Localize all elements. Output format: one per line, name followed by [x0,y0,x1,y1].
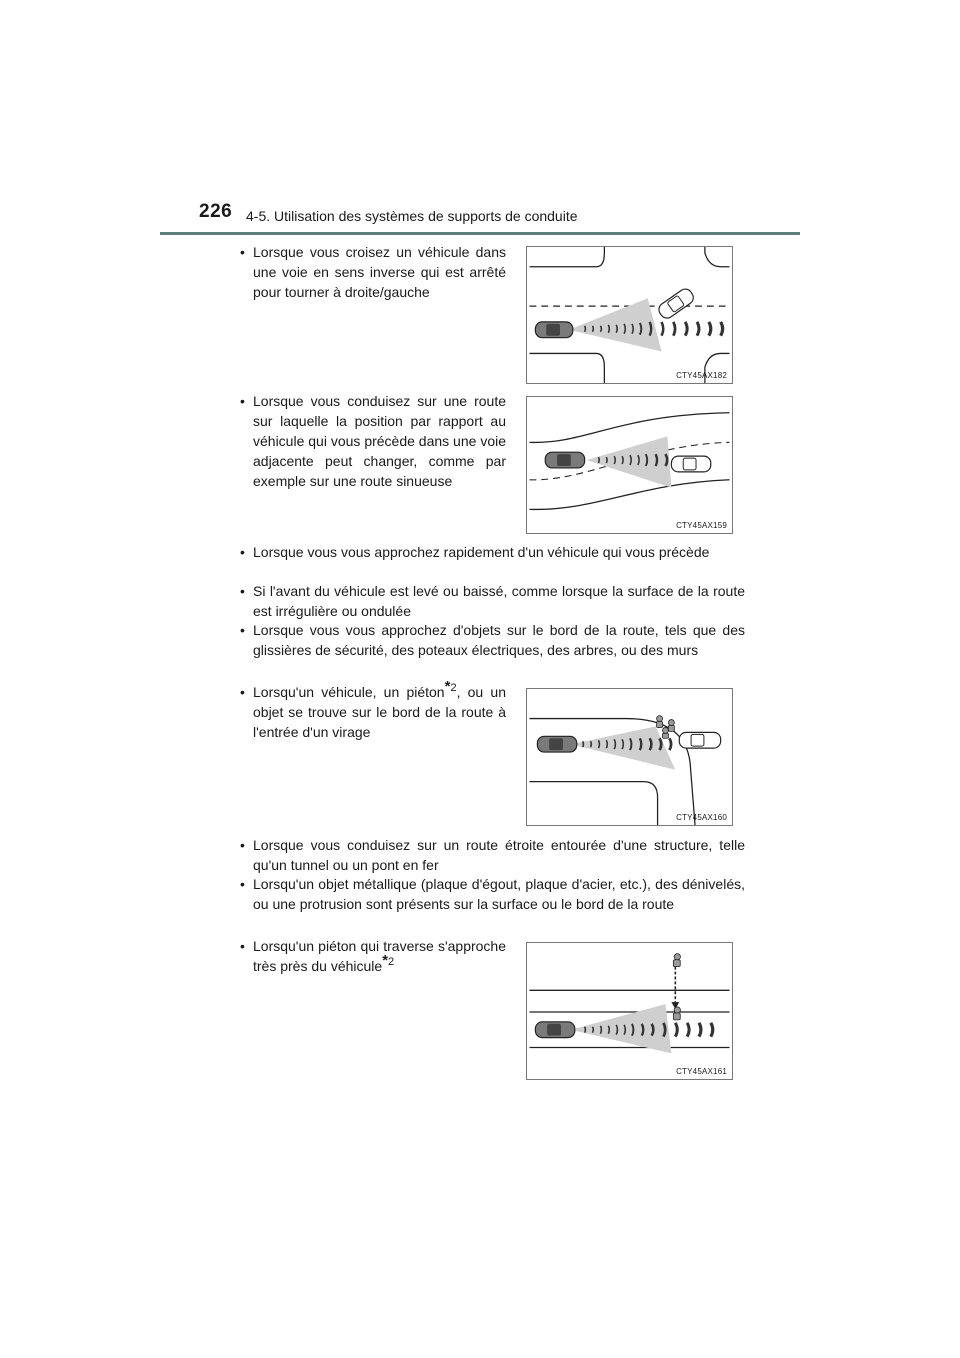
bullet: • [240,583,245,599]
item-text: Lorsque vous croisez un véhicule dans une voie en sens inverse qui est arrêté pour tourner à droite/gauche [253,244,506,300]
item-text: Lorsque vous vous approchez d'objets sur le bord de la route, tels que des glissières de sécurité, des poteaux électriques, des arbres, ou des murs [253,622,745,658]
item-text: Lorsqu'un objet métallique (plaque d'égout, plaque d'acier, etc.), des dénivelés, ou une protrusion sont présents sur la surface ou le bord de la route [253,876,745,912]
figure-code: CTY45AX159 [676,521,727,530]
figure-winding-road [526,396,733,534]
list-item [240,835,745,875]
bullet: • [240,876,245,892]
item-text: Lorsque vous conduisez sur une route sur laquelle la position par rapport au véhicule qui vous précède dans une voie adjacente peut changer, comme par exemple sur une route sinueuse [253,393,506,489]
figure-code: CTY45AX160 [676,813,727,822]
list-item [240,542,745,562]
bullet: • [240,544,245,560]
page-number: 226 [199,201,233,222]
list-item [240,678,506,742]
figure-code: CTY45AX161 [676,1067,727,1076]
bullet: • [240,938,245,954]
oncoming-turn-diagram-icon [527,247,732,383]
crossing-pedestrian-diagram-icon [527,943,732,1079]
section-title: 4-5. Utilisation des systèmes de supports de conduite [246,208,578,224]
bullet: • [240,622,245,638]
list-item [240,874,745,914]
figure-crossing-pedestrian [526,942,733,1080]
list-item [240,581,745,621]
figure-oncoming-turn [526,246,733,384]
footnote-ref: *2 [382,952,395,969]
bullet: • [240,684,245,700]
figure-curve-entrance [526,688,733,826]
item-text: Si l'avant du véhicule est levé ou baissé, comme lorsque la surface de la route est irrégulière ou ondulée [253,583,745,619]
figure-code: CTY45AX182 [676,371,727,380]
bullet: • [240,244,245,260]
list-item [240,936,506,976]
item-text: Lorsqu'un véhicule, un piéton [253,684,445,700]
list-item [240,242,506,302]
curve-entrance-diagram-icon [527,689,732,825]
list-item [240,620,745,660]
bullet: • [240,837,245,853]
item-text: Lorsqu'un piéton qui traverse s'approche très près du véhicule [253,938,506,974]
item-text: , ou un objet se trouve sur le bord de la route à l'entrée d'un virage [253,684,506,740]
header-rule [160,232,800,235]
bullet: • [240,393,245,409]
footnote-ref: *2 [444,678,457,695]
item-text: Lorsque vous conduisez sur un route étroite entourée d'une structure, telle qu'un tunnel ou un pont en fer [253,837,745,873]
list-item [240,391,506,491]
item-text: Lorsque vous vous approchez rapidement d'un véhicule qui vous précède [253,544,710,560]
winding-road-diagram-icon [527,397,732,533]
